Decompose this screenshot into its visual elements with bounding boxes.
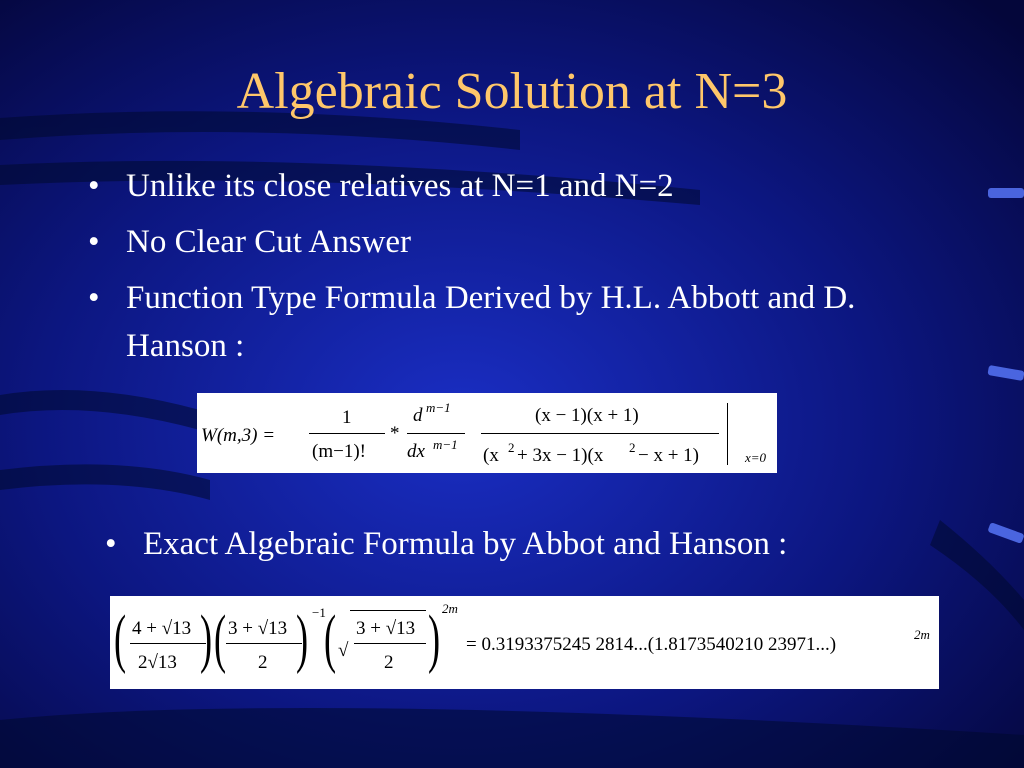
eq2-term2-exponent: −1 bbox=[312, 605, 326, 620]
eq1-frac1-denominator: (m−1)! bbox=[312, 441, 366, 462]
eq1-derivative-denominator: dx bbox=[407, 441, 425, 462]
eq2-term2-denominator: 2 bbox=[258, 652, 268, 673]
bullet-item bbox=[88, 218, 948, 266]
bullet-text: Function Type Formula Derived by H.L. Abbott and D. Hanson : bbox=[126, 280, 856, 364]
paren-left: ( bbox=[214, 602, 227, 675]
eq2-term3-numerator: 3 + √13 bbox=[356, 618, 416, 639]
fraction-bar bbox=[226, 643, 302, 644]
eq2-rhs: = 0.3193375245 2814...(1.8173540210 23971...) bbox=[466, 634, 837, 655]
bullet-marker: • bbox=[105, 526, 117, 562]
bullet-item bbox=[105, 520, 1005, 568]
eq1-frac1-numerator: 1 bbox=[342, 407, 352, 428]
exact-algebraic-formula bbox=[110, 596, 939, 689]
bullet-item bbox=[88, 274, 948, 370]
eq1-frac2-numerator: (x − 1)(x + 1) bbox=[535, 405, 639, 426]
fraction-bar bbox=[354, 643, 426, 644]
eq1-derivative-numerator-exponent: m−1 bbox=[426, 400, 451, 415]
eq1-frac2-denominator-c: − x + 1) bbox=[638, 445, 700, 466]
fraction-bar bbox=[130, 643, 206, 644]
eq1-lhs: W(m,3) = bbox=[201, 425, 276, 446]
paren-right: ) bbox=[200, 602, 213, 675]
bullet-list bbox=[88, 162, 948, 378]
eq1-frac2-denominator-b: + 3x − 1)(x bbox=[517, 445, 604, 466]
bullet-marker: • bbox=[88, 280, 100, 316]
eq2-term1-denominator: 2√13 bbox=[138, 652, 177, 673]
sqrt-overline bbox=[350, 610, 426, 611]
eq2-term2-numerator: 3 + √13 bbox=[228, 618, 288, 639]
paren-left: ( bbox=[114, 602, 127, 675]
fraction-bar bbox=[481, 433, 719, 434]
paren-right: ) bbox=[428, 602, 441, 675]
bullet-text: Exact Algebraic Formula by Abbot and Hanson : bbox=[143, 526, 788, 562]
paren-right: ) bbox=[296, 602, 309, 675]
sqrt-sign: √ bbox=[338, 640, 349, 661]
bullet-marker: • bbox=[88, 224, 100, 260]
eq1-evaluation-point: x=0 bbox=[745, 450, 767, 465]
eq2-rhs-exponent: 2m bbox=[914, 627, 930, 642]
bullet-text: No Clear Cut Answer bbox=[126, 224, 412, 260]
fraction-bar bbox=[309, 433, 385, 434]
abbott-hanson-function-formula bbox=[197, 393, 777, 473]
eq2-term1-numerator: 4 + √13 bbox=[132, 618, 192, 639]
bullet-marker: • bbox=[88, 168, 100, 204]
eq1-frac2-denominator-a: (x bbox=[483, 445, 499, 466]
eq1-multiply-star: * bbox=[390, 423, 400, 444]
paren-left: ( bbox=[324, 602, 337, 675]
slide-title: Algebraic Solution at N=3 bbox=[236, 63, 788, 120]
eq1-derivative-denominator-exponent: m−1 bbox=[433, 437, 458, 452]
fraction-bar bbox=[407, 433, 465, 434]
evaluation-bar bbox=[727, 403, 728, 465]
bullet-item bbox=[88, 162, 948, 210]
bullet-list-2 bbox=[105, 520, 1005, 576]
eq1-derivative-numerator: d bbox=[413, 405, 423, 426]
eq1-frac2-denominator-exponent: 2 bbox=[629, 440, 636, 455]
eq2-term3-exponent: 2m bbox=[442, 601, 458, 616]
eq1-frac2-denominator-exponent: 2 bbox=[508, 440, 515, 455]
bullet-text: Unlike its close relatives at N=1 and N=2 bbox=[126, 168, 674, 204]
eq2-term3-denominator: 2 bbox=[384, 652, 394, 673]
